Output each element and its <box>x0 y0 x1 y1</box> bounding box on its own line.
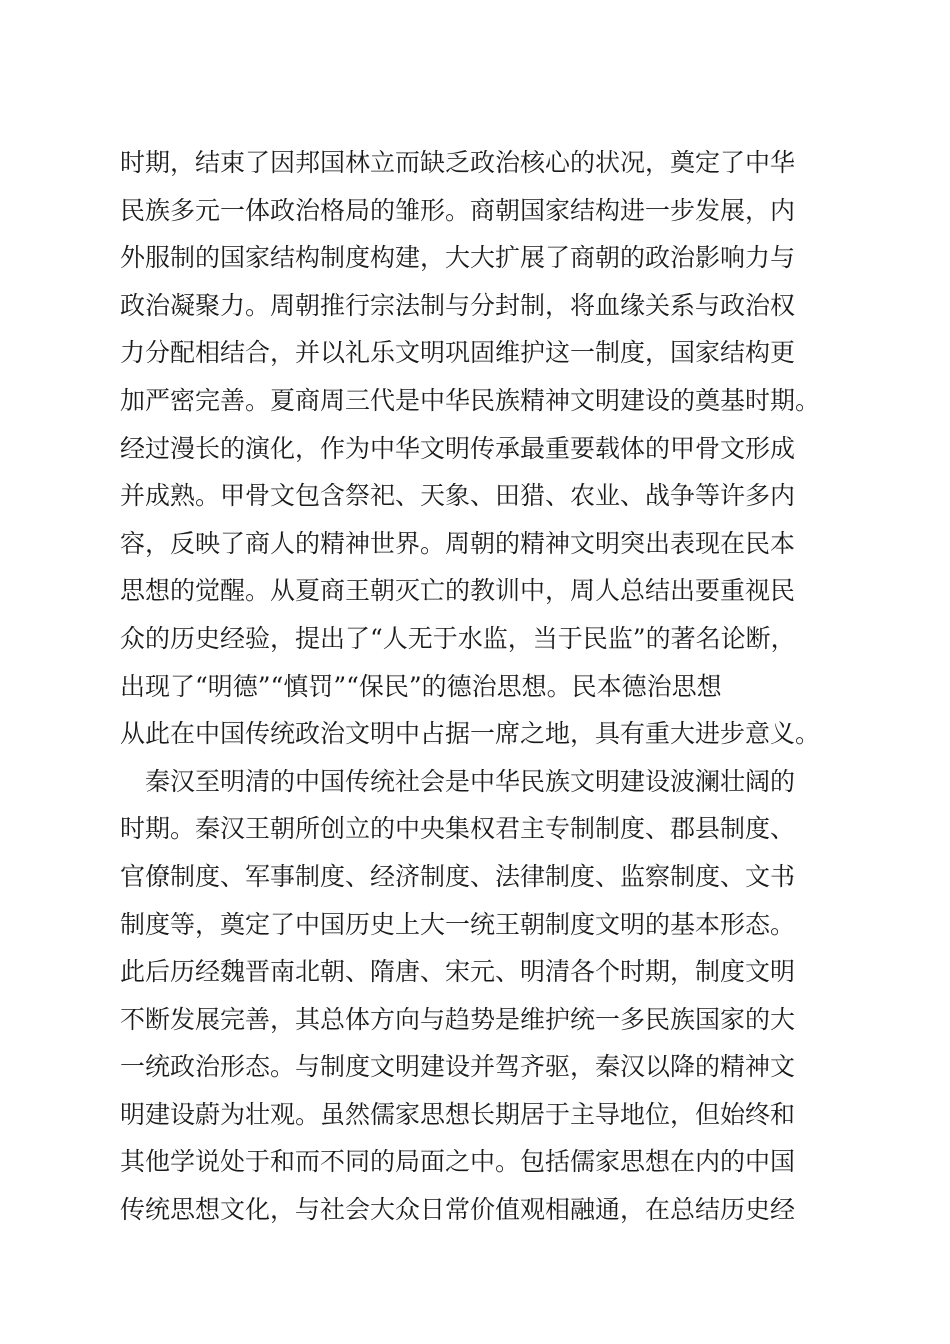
text-line: 民族多元一体政治格局的雏形。商朝国家结构进一步发展，内 <box>120 195 796 225</box>
text-line: 经过漫长的演化，作为中华文明传承最重要载体的甲骨文形成 <box>120 433 796 463</box>
text-line: 出现了“明德”“慎罚”“保民”的德治思想。民本德治思想 <box>120 671 722 701</box>
text-line: 容，反映了商人的精神世界。周朝的精神文明突出表现在民本 <box>120 528 796 558</box>
text-line: 此后历经魏晋南北朝、隋唐、宋元、明清各个时期，制度文明 <box>120 957 796 987</box>
text-line: 力分配相结合，并以礼乐文明巩固维护这一制度，国家结构更 <box>120 338 796 368</box>
text-line: 制度等，奠定了中国历史上大一统王朝制度文明的基本形态。 <box>120 909 796 939</box>
text-line: 从此在中国传统政治文明中占据一席之地，具有重大进步意义。 <box>120 719 821 749</box>
text-line: 传统思想文化，与社会大众日常价值观相融通，在总结历史经 <box>120 1195 796 1225</box>
text-line: 加严密完善。夏商周三代是中华民族精神文明建设的奠基时期。 <box>120 385 821 415</box>
body-text <box>120 139 840 1234</box>
text-line: 思想的觉醒。从夏商王朝灭亡的教训中，周人总结出要重视民 <box>120 576 796 606</box>
text-line: 时期。秦汉王朝所创立的中央集权君主专制制度、郡县制度、 <box>120 814 796 844</box>
text-line: 并成熟。甲骨文包含祭祀、天象、田猎、农业、战争等许多内 <box>120 481 796 511</box>
text-line: 众的历史经验，提出了“人无于水监，当于民监”的著名论断， <box>120 623 796 653</box>
text-line: 外服制的国家结构制度构建，大大扩展了商朝的政治影响力与 <box>120 243 796 273</box>
text-line: 明建设蔚为壮观。虽然儒家思想长期居于主导地位，但始终和 <box>120 1099 796 1129</box>
text-line: 其他学说处于和而不同的局面之中。包括儒家思想在内的中国 <box>120 1147 796 1177</box>
text-line: 政治凝聚力。周朝推行宗法制与分封制，将血缘关系与政治权 <box>120 290 796 320</box>
text-line: 官僚制度、军事制度、经济制度、法律制度、监察制度、文书 <box>120 861 796 891</box>
text-line: 时期，结束了因邦国林立而缺乏政治核心的状况，奠定了中华 <box>120 148 796 177</box>
text-line: 一统政治形态。与制度文明建设并驾齐驱，秦汉以降的精神文 <box>120 1052 796 1082</box>
text-line: 不断发展完善，其总体方向与趋势是维护统一多民族国家的大 <box>120 1004 796 1034</box>
text-line: 秦汉至明清的中国传统社会是中华民族文明建设波澜壮阔的 <box>120 766 796 796</box>
